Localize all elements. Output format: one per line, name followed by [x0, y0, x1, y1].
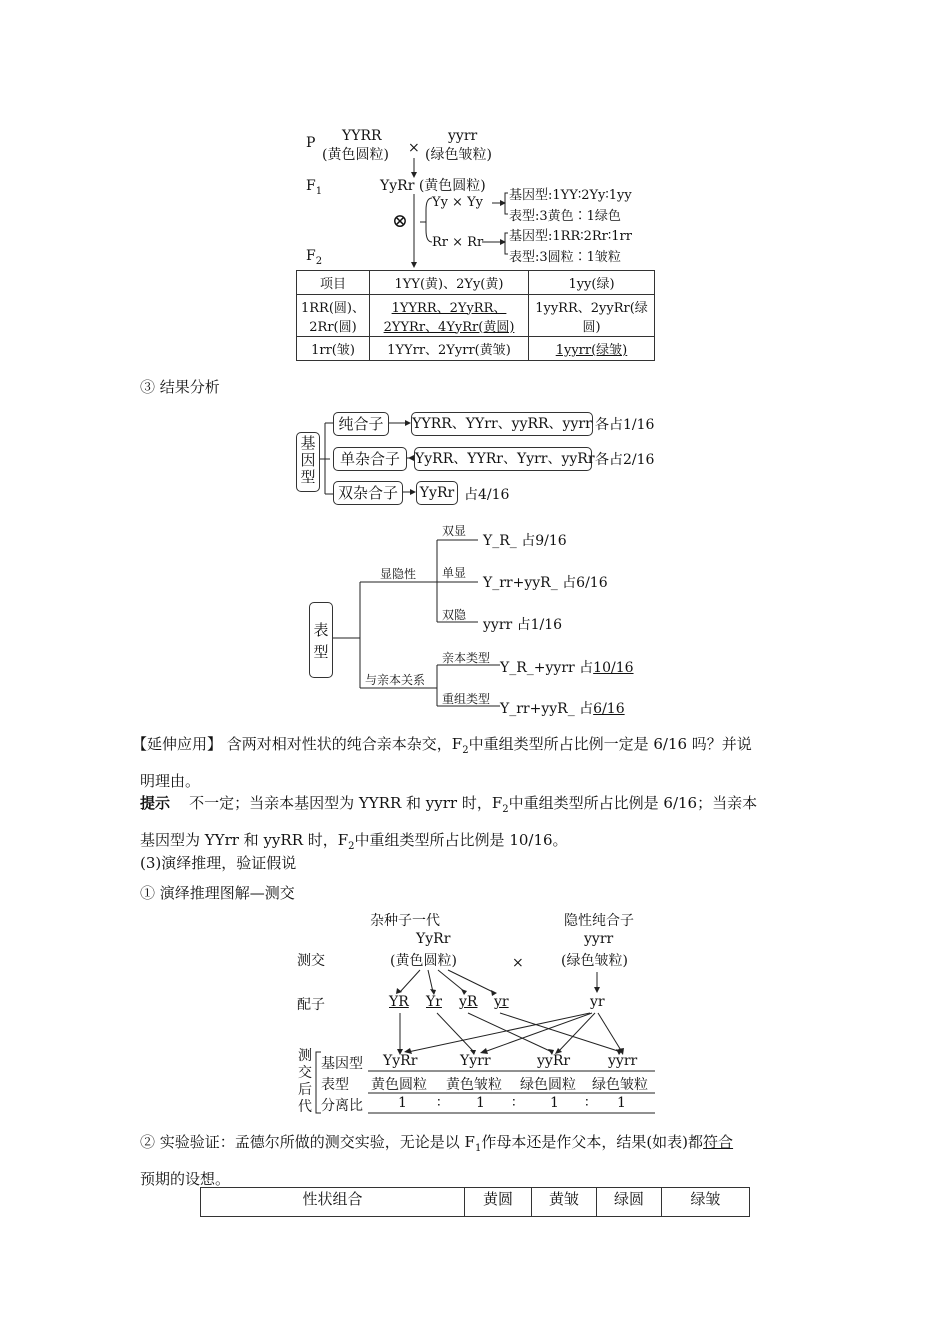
- dominance-branch: 显隐性: [380, 567, 417, 581]
- gamete: yR: [459, 994, 478, 1010]
- phenotype-root: 表型: [309, 602, 333, 678]
- row-label-ratio: 分离比: [321, 1098, 363, 1114]
- offspring-genotype: yyRr: [537, 1053, 571, 1069]
- testcross-label: 测交: [297, 953, 325, 969]
- single-hetero-genotypes: YyRR、YYRr、Yyrr、yyRr: [414, 447, 592, 471]
- table-cell: 1YYRR、2YyRR、 2YYRr、4YyRr(黄圆): [370, 295, 529, 337]
- row-label-phenotype: 表型: [321, 1077, 349, 1093]
- table-cell: 1yyRR、2yyRr(绿圆): [529, 295, 655, 337]
- rr-phenotype: 表型:3圆粒∶1皱粒: [509, 250, 621, 265]
- table-cell: 1YYrr、2Yyrr(黄皱): [370, 337, 529, 361]
- leaf-value: Y_R_+yyrr 占10/16: [500, 660, 634, 676]
- table-header: 性状组合: [201, 1188, 465, 1217]
- table-header: 绿圆: [597, 1188, 662, 1217]
- parent-relation-branch: 与亲本关系: [365, 673, 426, 687]
- yy-cross: Yy × Yy: [432, 195, 484, 210]
- offspring-label: 测 交 后 代: [298, 1048, 312, 1115]
- p2-phenotype: (绿色皱粒): [425, 147, 492, 163]
- hybrid-phenotype: (黄色圆粒): [390, 953, 457, 969]
- cross-sign: ×: [512, 955, 524, 971]
- p1-phenotype: (黄色圆粒): [322, 147, 389, 163]
- recessive-gamete: yr: [590, 994, 605, 1010]
- leaf-value: yyrr 占1/16: [483, 617, 563, 633]
- p2-genotype: yyrr: [448, 128, 478, 144]
- ratio-value: 1: [398, 1095, 407, 1111]
- yy-genotype: 基因型:1YY∶2Yy∶1yy: [509, 188, 632, 203]
- gamete-label: 配子: [297, 997, 325, 1013]
- rr-cross: Rr × Rr: [432, 235, 484, 250]
- f2-table: [296, 270, 655, 361]
- result-table: [200, 1187, 750, 1217]
- leaf-label: 亲本类型: [442, 651, 491, 665]
- table-cell: 1yyrr(绿皱): [529, 337, 655, 361]
- verify-paragraph: ② 实验验证：孟德尔所做的测交实验，无论是以 $F_1$作母本还是作父本，结果(如表)都符合 预期的设想。: [140, 1133, 734, 1188]
- ratio-colon: ∶: [585, 1095, 589, 1111]
- leaf-value: Y_rr+yyR_ 占6/16: [483, 575, 608, 591]
- recessive-title: 隐性纯合子: [564, 913, 634, 929]
- offspring-genotype: YyRr: [383, 1053, 418, 1069]
- ratio-value: 1: [476, 1095, 485, 1111]
- pure-node: 纯合子: [333, 412, 389, 436]
- gamete: YR: [389, 994, 409, 1010]
- offspring-genotype: Yyrr: [460, 1053, 491, 1069]
- step3-sub-heading: ① 演绎推理图解—测交: [140, 884, 295, 902]
- result-heading: ③ 结果分析: [140, 378, 220, 396]
- gamete: yr: [494, 994, 509, 1010]
- ratio-colon: ∶: [512, 1095, 516, 1111]
- f1-label: $F_1$: [306, 178, 323, 197]
- offspring-phenotype: 绿色圆粒: [520, 1077, 576, 1093]
- offspring-phenotype: 黄色圆粒: [371, 1077, 427, 1093]
- offspring-phenotype: 绿色皱粒: [592, 1077, 648, 1093]
- leaf-label: 单显: [442, 566, 467, 580]
- ratio-value: 1: [550, 1095, 559, 1111]
- cross-sign: ×: [408, 140, 420, 156]
- row-label-genotype: 基因型: [321, 1056, 363, 1072]
- genotype-root: 基因型: [296, 432, 320, 492]
- recessive-phenotype: (绿色皱粒): [561, 953, 628, 969]
- leaf-label: 双隐: [442, 608, 467, 622]
- double-hetero-share: 占4/16: [464, 487, 510, 503]
- yy-phenotype: 表型:3黄色∶1绿色: [509, 209, 621, 224]
- pure-share: 各占1/16: [595, 417, 655, 433]
- hybrid-title: 杂种子一代: [370, 913, 440, 929]
- table-cell: 1rr(皱): [297, 337, 370, 361]
- single-hetero-node: 单杂合子: [333, 447, 407, 471]
- p-label: P: [306, 135, 316, 151]
- offspring-phenotype: 黄色皱粒: [446, 1077, 502, 1093]
- step3-heading: (3)演绎推理，验证假说: [140, 854, 297, 872]
- table-header: 1yy(绿): [529, 271, 655, 295]
- ratio-colon: ∶: [437, 1095, 441, 1111]
- rr-genotype: 基因型:1RR∶2Rr∶1rr: [509, 229, 632, 244]
- table-header: 项目: [297, 271, 370, 295]
- f1-text: YyRr (黄色圆粒): [380, 178, 486, 194]
- leaf-label: 双显: [442, 524, 467, 538]
- table-header: 1YY(黄)、2Yy(黄): [370, 271, 529, 295]
- table-cell: 1RR(圆)、 2Rr(圆): [297, 295, 370, 337]
- ratio-value: 1: [617, 1095, 626, 1111]
- leaf-value: Y_rr+yyR_ 占6/16: [500, 701, 625, 717]
- recessive-genotype: yyrr: [584, 931, 614, 947]
- hybrid-genotype: YyRr: [416, 931, 451, 947]
- table-header: 黄圆: [465, 1188, 532, 1217]
- hint-answer: 提示 不一定；当亲本基因型为 YYRR 和 yyrr 时，$F_2$中重组类型所占比例是 6/16；当亲本 基因型为 YYrr 和 yyRR 时，$F_2$中重组类型所占比例是 10/16。: [140, 794, 758, 852]
- f2-label: $F_2$: [306, 248, 323, 267]
- leaf-label: 重组类型: [442, 692, 491, 706]
- single-hetero-share: 各占2/16: [595, 452, 655, 468]
- pure-genotypes: YYRR、YYrr、yyRR、yyrr: [411, 412, 593, 436]
- p1-genotype: YYRR: [342, 128, 382, 144]
- extend-question: 【延伸应用】 含两对相对性状的纯合亲本杂交，$F_2$中重组类型所占比例一定是 6/16 吗？并说 明理由。: [132, 735, 752, 790]
- table-header: 绿皱: [662, 1188, 750, 1217]
- self-cross-icon: ⊗: [392, 210, 408, 232]
- double-hetero-genotypes: YyRr: [416, 481, 458, 505]
- table-header: 黄皱: [532, 1188, 597, 1217]
- double-hetero-node: 双杂合子: [333, 481, 403, 505]
- leaf-value: Y_R_ 占9/16: [483, 533, 567, 549]
- gamete: Yr: [426, 994, 442, 1010]
- offspring-genotype: yyrr: [608, 1053, 638, 1069]
